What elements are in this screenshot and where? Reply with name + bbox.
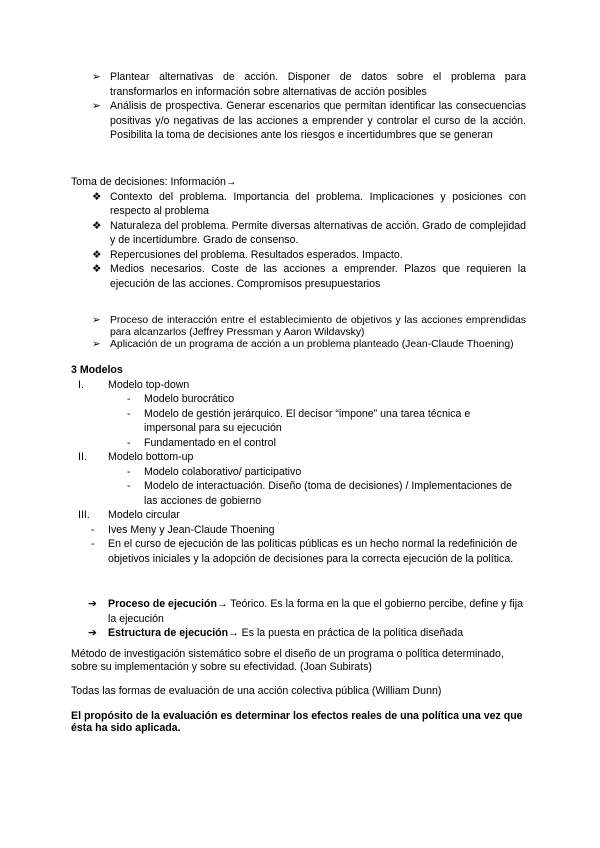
- model-subitem: [127, 465, 524, 480]
- alternatives-list: [0, 70, 600, 143]
- model-subitem-text: Modelo de interactuación. Diseño (toma de decisiones) / Implementaciones de las acciones de gobierno: [144, 480, 513, 507]
- model-subitem: [127, 407, 524, 436]
- arrow-marker: ➔: [88, 598, 97, 610]
- circular-note-text: Ives Meny y Jean-Claude Thoening: [108, 523, 275, 536]
- item-text: Medios necesarios. Coste de las acciones a emprender. Plazos que requieren la ejecución de las acciones. Compromisos presupuestarios: [110, 263, 526, 290]
- interaction-list: [0, 315, 600, 351]
- decision-heading: Toma de decisiones: Información→: [71, 176, 237, 188]
- circular-note: [91, 537, 528, 566]
- interaction-item: [92, 339, 526, 351]
- decision-item: [92, 190, 526, 219]
- model-subitem: [127, 479, 524, 508]
- model-subitem-text: Modelo burocrático: [144, 393, 235, 405]
- bullet-marker: ❖: [92, 248, 102, 261]
- item-text: Proceso de interacción entre el establecimiento de objetivos y las acciones emprendidas para alcanzarlos (Jeffrey Pressman y Aaron Wildavsky): [110, 315, 526, 338]
- bullet-marker: ❖: [92, 263, 102, 275]
- models-heading: 3 Modelos: [71, 364, 123, 376]
- item-text: Repercusiones del problema. Resultados esperados. Impacto.: [110, 248, 403, 261]
- evaluation-paragraph: Todas las formas de evaluación de una acción colectiva pública (William Dunn): [71, 685, 442, 697]
- bullet-marker: ➢: [92, 315, 101, 326]
- execution-description: Teórico. Es la forma en la que el gobierno percibe, define y fija la ejecución: [108, 598, 523, 625]
- execution-arrow: →: [216, 598, 228, 610]
- closing-section: [0, 648, 600, 735]
- execution-term: Proceso de ejecución: [108, 598, 217, 610]
- arrow-marker: ➔: [88, 627, 97, 639]
- models-list: [0, 378, 600, 567]
- model-title: Modelo bottom-up: [108, 451, 194, 463]
- decision-section: [0, 175, 600, 291]
- dash-marker: -: [91, 538, 95, 550]
- purpose-paragraph: El propósito de la evaluación es determinar los efectos reales de una política una vez que ésta ha sido aplicada.: [71, 709, 523, 734]
- dash-marker: -: [127, 480, 131, 492]
- item-text: Aplicación de un programa de acción a un problema planteado (Jean-Claude Thoening): [110, 339, 514, 350]
- dash-marker: -: [91, 523, 95, 536]
- model-subitem-text: Modelo de gestión jerárquico. El decisor “impone” una tarea técnica e impersonal para su ejecución: [144, 407, 471, 434]
- bullet-marker: ❖: [92, 190, 102, 203]
- dash-marker: -: [127, 407, 131, 420]
- dash-marker: -: [127, 465, 131, 478]
- model-subitem-text: Modelo colaborativo/ participativo: [144, 465, 302, 478]
- item-text: Naturaleza del problema. Permite diversas alternativas de acción. Grado de complejidad y de incertidumbre. Grado de consenso.: [110, 219, 526, 246]
- decision-item: [92, 262, 526, 291]
- interaction-item: [92, 315, 526, 339]
- models-section: [0, 363, 600, 566]
- decision-item: [92, 219, 526, 248]
- execution-term: Estructura de ejecución: [108, 627, 229, 639]
- alternative-item: [92, 99, 526, 143]
- circular-note: [91, 523, 528, 538]
- item-text: Contexto del problema. Importancia del problema. Implicaciones y posiciones con respecto al problema: [110, 190, 526, 217]
- alternative-item: [92, 70, 526, 99]
- dash-marker: -: [127, 436, 131, 449]
- model-subitem: [127, 392, 524, 407]
- execution-item: [88, 597, 528, 626]
- model-title: Modelo circular: [108, 509, 180, 521]
- circular-note-text: En el curso de ejecución de las políticas públicas es un hecho normal la redefinición de objetivos iniciales y la adopción de decisiones para la correcta ejecución de la política.: [108, 538, 518, 565]
- bullet-marker: ➢: [92, 71, 101, 83]
- execution-item-text: [108, 626, 528, 641]
- model-item: [78, 378, 600, 393]
- model-numeral: II.: [78, 451, 87, 463]
- bullet-marker: ➢: [92, 100, 101, 112]
- decision-criteria-list: [0, 190, 600, 292]
- item-text: Análisis de prospectiva. Generar escenarios que permitan identificar las consecuencias positivas y/o negativas de las acciones a emprender y controlar el curso de la acción. Posibilita la toma de decisiones ante los riesgos e incertidumbres que se generan: [110, 100, 526, 141]
- execution-item-text: [108, 597, 528, 626]
- execution-description: Es la puesta en práctica de la política diseñada: [238, 627, 464, 639]
- model-item: [78, 508, 600, 523]
- decision-item: [92, 248, 526, 263]
- execution-item: [88, 626, 528, 641]
- bullet-marker: ➢: [92, 339, 101, 350]
- execution-list: [0, 597, 600, 641]
- execution-arrow: →: [228, 627, 239, 639]
- dash-marker: -: [127, 393, 131, 405]
- model-subitem-text: Fundamentado en el control: [144, 436, 276, 449]
- model-item: [78, 450, 600, 465]
- model-title: Modelo top-down: [108, 378, 190, 391]
- method-paragraph: Método de investigación sistemático sobre el diseño de un programa o política determinado, sobre su implementación y sobre su efectividad. (Joan Subirats): [71, 648, 504, 673]
- model-numeral: I.: [78, 378, 84, 391]
- model-numeral: III.: [78, 509, 90, 521]
- bullet-marker: ❖: [92, 219, 102, 232]
- model-subitem: [127, 436, 524, 451]
- item-text: Plantear alternativas de acción. Disponer de datos sobre el problema para transformarlos en información sobre alternativas de acción posibles: [110, 71, 526, 98]
